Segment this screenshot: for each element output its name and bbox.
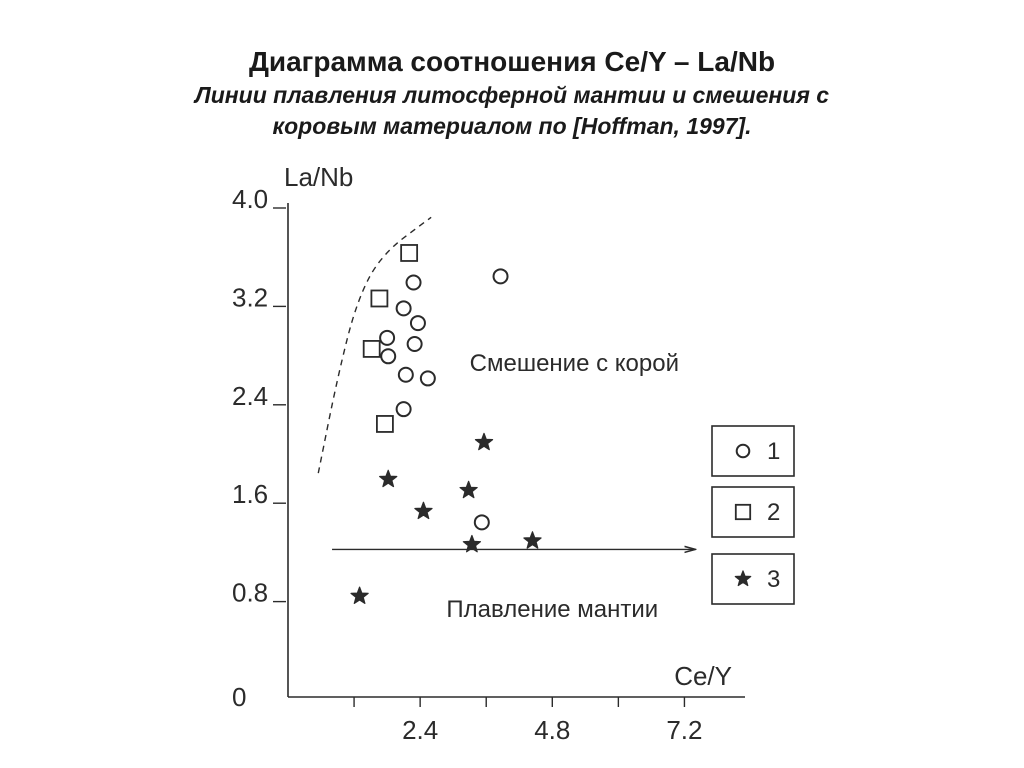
mixing-trend-line bbox=[318, 217, 431, 473]
y-tick-label: 4.0 bbox=[232, 184, 269, 214]
data-point-circle bbox=[397, 402, 411, 416]
axes bbox=[232, 162, 745, 745]
y-axis-label: La/Nb bbox=[284, 162, 354, 192]
data-point-circle bbox=[399, 368, 413, 382]
legend-label: 2 bbox=[767, 499, 781, 526]
data-point-circle bbox=[421, 371, 435, 385]
data-point-star bbox=[524, 532, 541, 548]
data-point-star bbox=[475, 433, 492, 449]
data-point-star bbox=[351, 587, 368, 603]
subtitle-line-1: Линии плавления литосферной мантии и смешения с bbox=[194, 82, 830, 108]
y-tick-label: 0 bbox=[232, 682, 247, 712]
data-point-star bbox=[460, 481, 477, 497]
data-point-circle bbox=[494, 269, 508, 283]
y-tick-label: 2.4 bbox=[232, 380, 269, 411]
chart-title: Диаграмма соотношения Ce/Y – La/Nb bbox=[248, 46, 776, 77]
annotations bbox=[446, 350, 679, 623]
legend bbox=[712, 426, 794, 604]
data-point-circle bbox=[397, 301, 411, 315]
x-axis-label: Ce/Y bbox=[674, 661, 732, 691]
legend-label: 3 bbox=[767, 566, 781, 593]
annotation-text: Плавление мантии bbox=[446, 596, 659, 624]
legend-box bbox=[712, 426, 794, 476]
data-point-square bbox=[377, 416, 393, 432]
data-point-star bbox=[380, 470, 397, 486]
subtitle-line-2: коровым материалом по [Hoffman, 1997]. bbox=[272, 113, 752, 139]
x-tick-label: 2.4 bbox=[402, 715, 439, 745]
data-point-circle bbox=[475, 515, 489, 529]
data-point-square bbox=[364, 341, 380, 357]
data-point-star bbox=[415, 502, 432, 518]
annotation-text: Смешение с корой bbox=[469, 350, 679, 378]
data-point-circle bbox=[411, 316, 425, 330]
data-point-circle bbox=[407, 275, 421, 289]
trend-lines bbox=[318, 217, 695, 549]
y-tick-label: 0.8 bbox=[232, 577, 269, 608]
y-tick-label: 3.2 bbox=[232, 282, 269, 313]
legend-label: 1 bbox=[767, 438, 781, 465]
legend-box bbox=[712, 487, 794, 537]
data-point-square bbox=[371, 290, 387, 306]
data-point-circle bbox=[380, 331, 394, 345]
x-tick-label: 4.8 bbox=[534, 715, 571, 745]
legend-box bbox=[712, 554, 794, 604]
data-point-square bbox=[401, 245, 417, 261]
data-point-circle bbox=[381, 349, 395, 363]
x-tick-label: 7.2 bbox=[666, 715, 703, 745]
data-point-circle bbox=[408, 337, 422, 351]
y-tick-label: 1.6 bbox=[232, 479, 269, 510]
